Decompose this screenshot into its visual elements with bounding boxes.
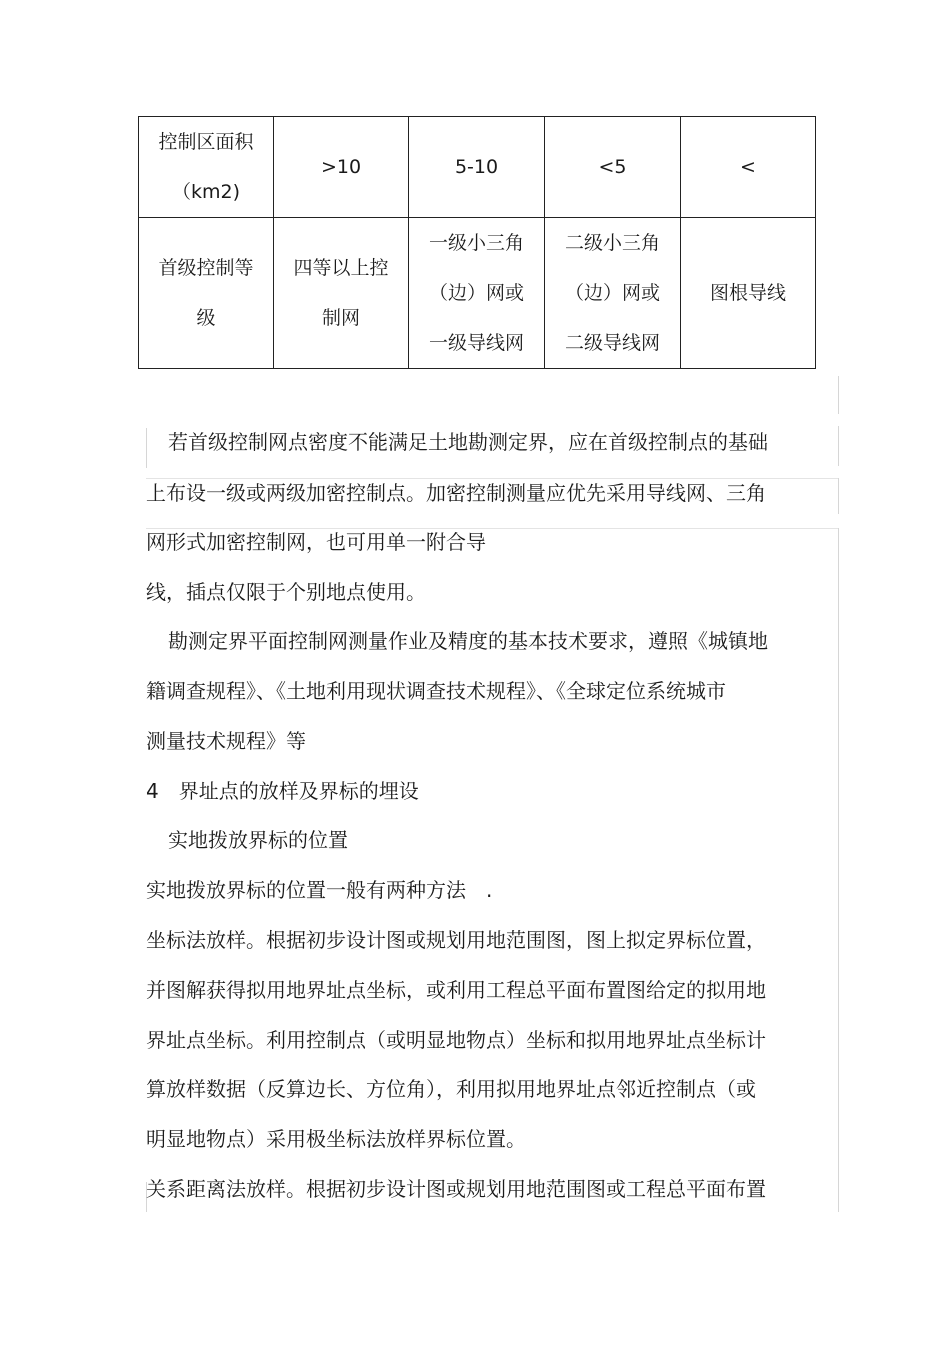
cell-text: 一级导线网 [428,332,524,354]
table-header-cell [139,218,274,369]
paragraph-line: 并图解获得拟用地界址点坐标，或利用工程总平面布置图给定的拟用地 [146,978,766,1002]
guide-line [146,428,147,468]
table-header-cell [139,117,274,218]
cell-text: 二级导线网 [564,332,660,354]
cell-text: 首级控制等 [158,257,254,279]
table-cell [545,218,681,369]
paragraph-line: 界址点坐标。利用控制点（或明显地物点）坐标和拟用地界址点坐标计 [146,1028,766,1052]
guide-line [838,376,839,414]
paragraph-line: 关系距离法放样。根据初步设计图或规划用地范围图或工程总平面布置 [146,1177,766,1201]
guide-line [838,528,839,1212]
paragraph-line: 明显地物点）采用极坐标法放样界标位置。 [146,1127,526,1151]
paragraph-line: 坐标法放样。根据初步设计图或规划用地范围图，图上拟定界标位置， [146,928,766,952]
cell-text: 控制区面积 [158,131,254,153]
paragraph-line: 线，插点仅限于个别地点使用。 [146,580,426,604]
paragraph-line: 网形式加密控制网，也可用单一附合导 [146,530,486,554]
table-cell [545,117,681,218]
paragraph-line: 实地拨放界标的位置一般有两种方法 . [146,878,493,902]
cell-text: 一级小三角 [428,232,524,254]
paragraph-line: 若首级控制网点密度不能满足土地勘测定界，应在首级控制点的基础 [168,430,768,454]
cell-text: <5 [598,156,627,178]
table-cell [409,218,545,369]
table-row [139,117,816,218]
cell-text: 二级小三角 [564,232,660,254]
cell-text: 5-10 [454,156,499,178]
cell-text: （边）网或 [428,282,524,304]
cell-text: 图根导线 [709,282,786,304]
table-cell [274,218,409,369]
guide-line [146,478,838,479]
cell-text: 级 [196,307,216,329]
table-cell [681,218,816,369]
control-level-table [138,116,816,369]
paragraph-line: 勘测定界平面控制网测量作业及精度的基本技术要求，遵照《城镇地 [168,629,768,653]
guide-line [838,478,839,514]
cell-text: （km2) [171,181,240,203]
table-cell [409,117,545,218]
cell-text: >10 [320,156,362,178]
paragraph-line: 测量技术规程》等 [146,729,306,753]
paragraph-line: 算放样数据（反算边长、方位角），利用拟用地界址点邻近控制点（或 [146,1077,756,1101]
subsection-heading: 实地拨放界标的位置 [168,828,348,852]
cell-text: 制网 [321,307,360,329]
cell-text: < [740,156,756,178]
section-heading: 4 界址点的放样及界标的埋设 [146,779,419,803]
table-cell [274,117,409,218]
paragraph-line: 上布设一级或两级加密控制点。加密控制测量应优先采用导线网、三角 [146,481,766,505]
paragraph-line: 籍调查规程》、《土地利用现状调查技术规程》、《全球定位系统城市 [146,679,726,703]
guide-line [838,426,839,466]
cell-text: （边）网或 [564,282,660,304]
table-cell [681,117,816,218]
table-row [139,218,816,369]
guide-line [146,528,838,529]
cell-text: 四等以上控 [293,257,389,279]
